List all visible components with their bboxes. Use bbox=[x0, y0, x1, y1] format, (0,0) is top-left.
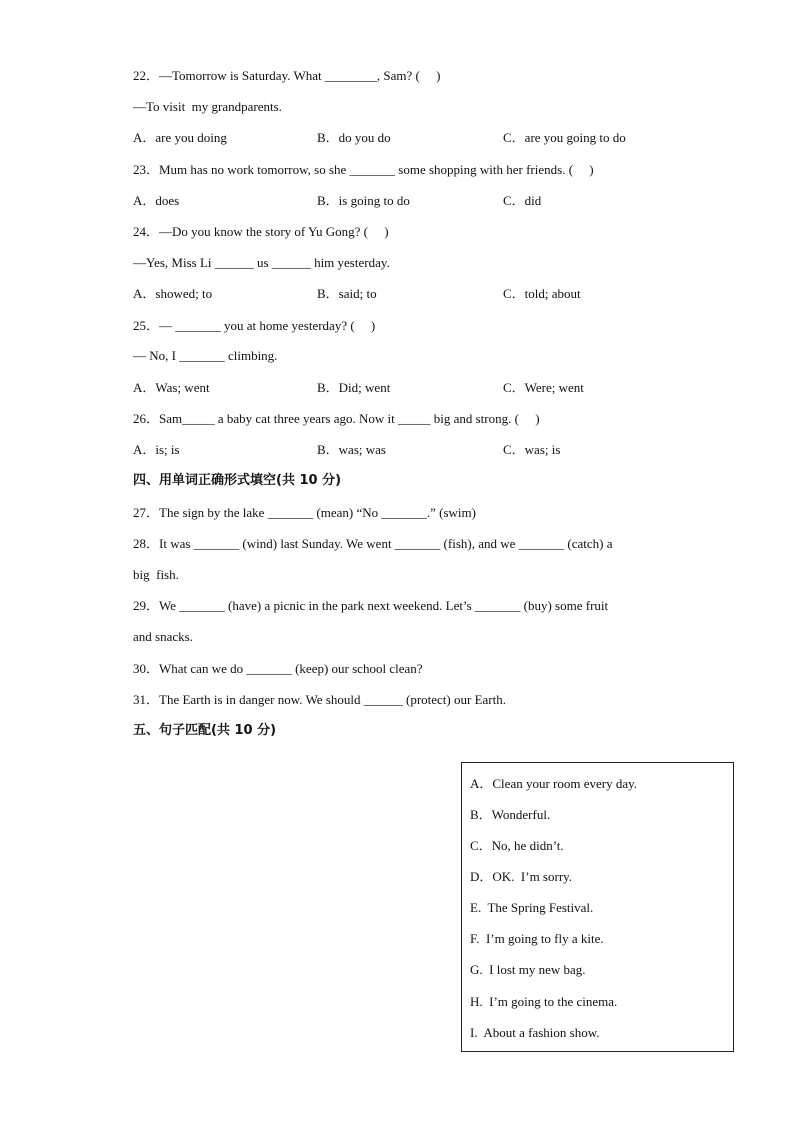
question-22-answer-line: —To visit my grandparents. bbox=[133, 99, 282, 114]
option-b: B．said; to bbox=[317, 286, 377, 301]
option-a: A．is; is bbox=[133, 442, 180, 457]
question-27: 27．The sign by the lake _______ (mean) “No _______.” (swim) bbox=[133, 505, 476, 520]
match-option-c: C．No, he didn’t. bbox=[470, 838, 564, 853]
question-23-options bbox=[133, 193, 693, 209]
question-24-answer-line: —Yes, Miss Li ______ us ______ him yesterday. bbox=[133, 255, 390, 270]
question-26-options bbox=[133, 442, 693, 458]
question-29-line-2: and snacks. bbox=[133, 629, 193, 644]
question-25-stem: 25．— _______ you at home yesterday? ( ) bbox=[133, 318, 376, 333]
option-a: A．Was; went bbox=[133, 380, 210, 395]
question-28-line-1: 28．It was _______ (wind) last Sunday. We went _______ (fish), and we _______ (catch) a bbox=[133, 536, 613, 551]
option-a: A．does bbox=[133, 193, 180, 208]
question-31: 31．The Earth is in danger now. We should ______ (protect) our Earth. bbox=[133, 692, 506, 707]
question-22-options bbox=[133, 130, 693, 146]
question-29-line-1: 29．We _______ (have) a picnic in the park next weekend. Let’s _______ (buy) some fruit bbox=[133, 598, 609, 613]
option-b: B．do you do bbox=[317, 130, 391, 145]
option-a: A．are you doing bbox=[133, 130, 227, 145]
question-25-answer-line: — No, I _______ climbing. bbox=[133, 348, 278, 363]
section-5-title: 五、句子匹配(共 10 分) bbox=[133, 723, 277, 738]
matching-options-box bbox=[461, 762, 734, 1052]
match-option-a: A．Clean your room every day. bbox=[470, 776, 638, 791]
question-25-options bbox=[133, 380, 693, 396]
option-b: B．Did; went bbox=[317, 380, 391, 395]
match-option-e: E. The Spring Festival. bbox=[470, 900, 594, 915]
question-28-line-2: big fish. bbox=[133, 567, 179, 582]
option-a: A．showed; to bbox=[133, 286, 213, 301]
question-23-stem: 23．Mum has no work tomorrow, so she _______ some shopping with her friends. ( ) bbox=[133, 162, 594, 177]
option-c: C．Were; went bbox=[503, 380, 584, 395]
match-option-h: H. I’m going to the cinema. bbox=[470, 994, 618, 1009]
option-c: C．are you going to do bbox=[503, 130, 626, 145]
question-22-stem: 22．—Tomorrow is Saturday. What ________, Sam? ( ) bbox=[133, 68, 441, 83]
match-option-d: D．OK. I’m sorry. bbox=[470, 869, 573, 884]
section-4-title: 四、用单词正确形式填空(共 10 分) bbox=[133, 473, 342, 488]
option-c: C．was; is bbox=[503, 442, 561, 457]
option-c: C．did bbox=[503, 193, 542, 208]
option-b: B．is going to do bbox=[317, 193, 410, 208]
question-24-stem: 24．—Do you know the story of Yu Gong? ( ) bbox=[133, 224, 389, 239]
question-26-stem: 26．Sam_____ a baby cat three years ago. Now it _____ big and strong. ( ) bbox=[133, 411, 540, 426]
match-option-g: G. I lost my new bag. bbox=[470, 962, 586, 977]
match-option-b: B．Wonderful. bbox=[470, 807, 551, 822]
match-option-i: I. About a fashion show. bbox=[470, 1025, 600, 1040]
question-24-options bbox=[133, 286, 693, 302]
option-c: C．told; about bbox=[503, 286, 581, 301]
option-b: B．was; was bbox=[317, 442, 386, 457]
question-30: 30．What can we do _______ (keep) our school clean? bbox=[133, 661, 423, 676]
match-option-f: F. I’m going to fly a kite. bbox=[470, 931, 604, 946]
